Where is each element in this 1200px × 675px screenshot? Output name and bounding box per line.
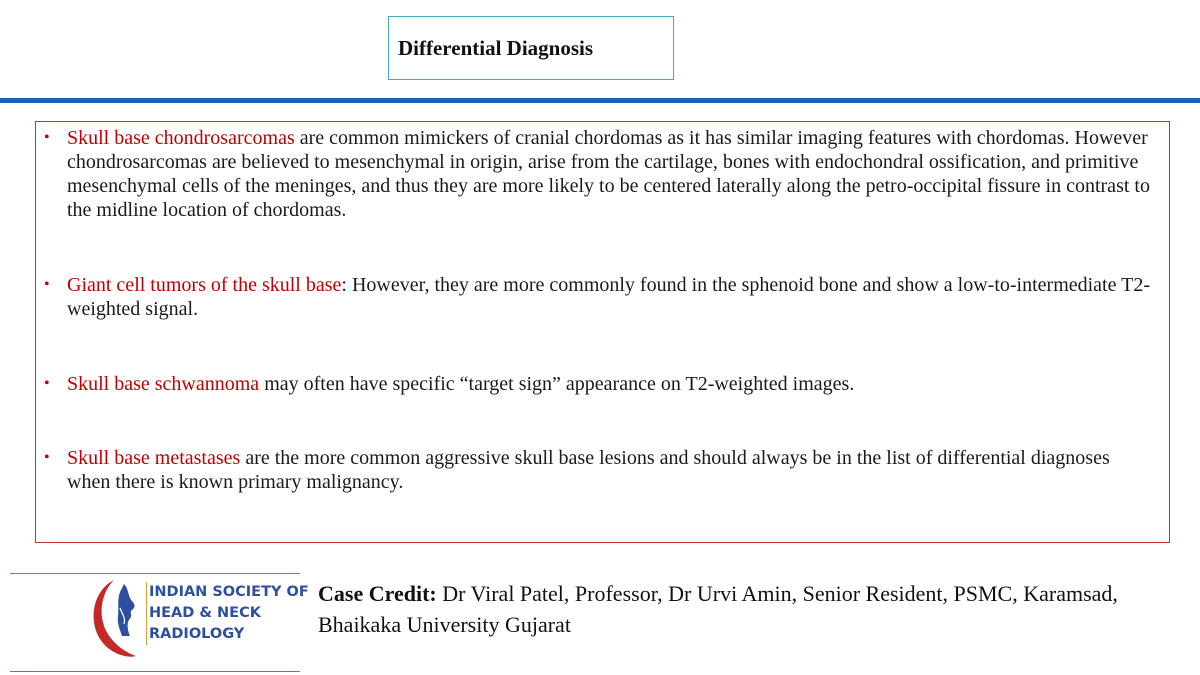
differential-list-box [35,121,1170,543]
list-item [44,126,1157,222]
list-item-term: Skull base chondrosarcomas [67,127,295,149]
header-divider [0,98,1200,103]
logo-line-2: HEAD & NECK [149,605,261,621]
logo-divider-bottom [10,671,300,672]
list-item [44,372,1157,396]
logo-line-3: RADIOLOGY [149,626,245,642]
list-item-text: may often have specific “target sign” appearance on T2-weighted images. [259,373,855,395]
logo-line-1: INDIAN SOCIETY OF [149,584,309,600]
list-item-term: Skull base schwannoma [67,373,260,395]
list-item [44,446,1157,494]
slide-title-text: Differential Diagnosis [398,35,594,60]
bullet-icon: • [44,276,50,293]
bullet-icon: • [44,129,50,146]
case-credit [318,578,1178,640]
bullet-icon: • [44,375,50,392]
list-item-text: are common mimickers of cranial chordomas as it has similar imaging features with chordomas. However chondrosarcomas are believed to mesenchymal in origin, arise from the cartilage, bones with endochondral ossification, and primitive mesenchymal cells of the meninges, and thus they are more likely to be centered laterally along the petro-occipital fissure in contrast to the midline location of chordomas. [67,127,1150,221]
list-item-text: : However, they are more commonly found in the sphenoid bone and show a low-to-intermediate T2-weighted signal. [67,274,1151,320]
slide-title [388,16,674,80]
case-credit-label: Case Credit: [318,581,437,606]
list-item-term: Giant cell tumors of the skull base [67,274,342,296]
list-item [44,273,1157,321]
society-logo-text [146,582,309,645]
logo-divider-top [10,573,300,574]
list-item-term: Skull base metastases [67,447,241,469]
bullet-icon: • [44,449,50,466]
case-credit-text: Dr Viral Patel, Professor, Dr Urvi Amin, Senior Resident, PSMC, Karamsad, Bhaikaka University Gujarat [318,581,1118,637]
list-item-text: are the more common aggressive skull base lesions and should always be in the list of differential diagnoses when there is known primary malignancy. [67,447,1110,493]
